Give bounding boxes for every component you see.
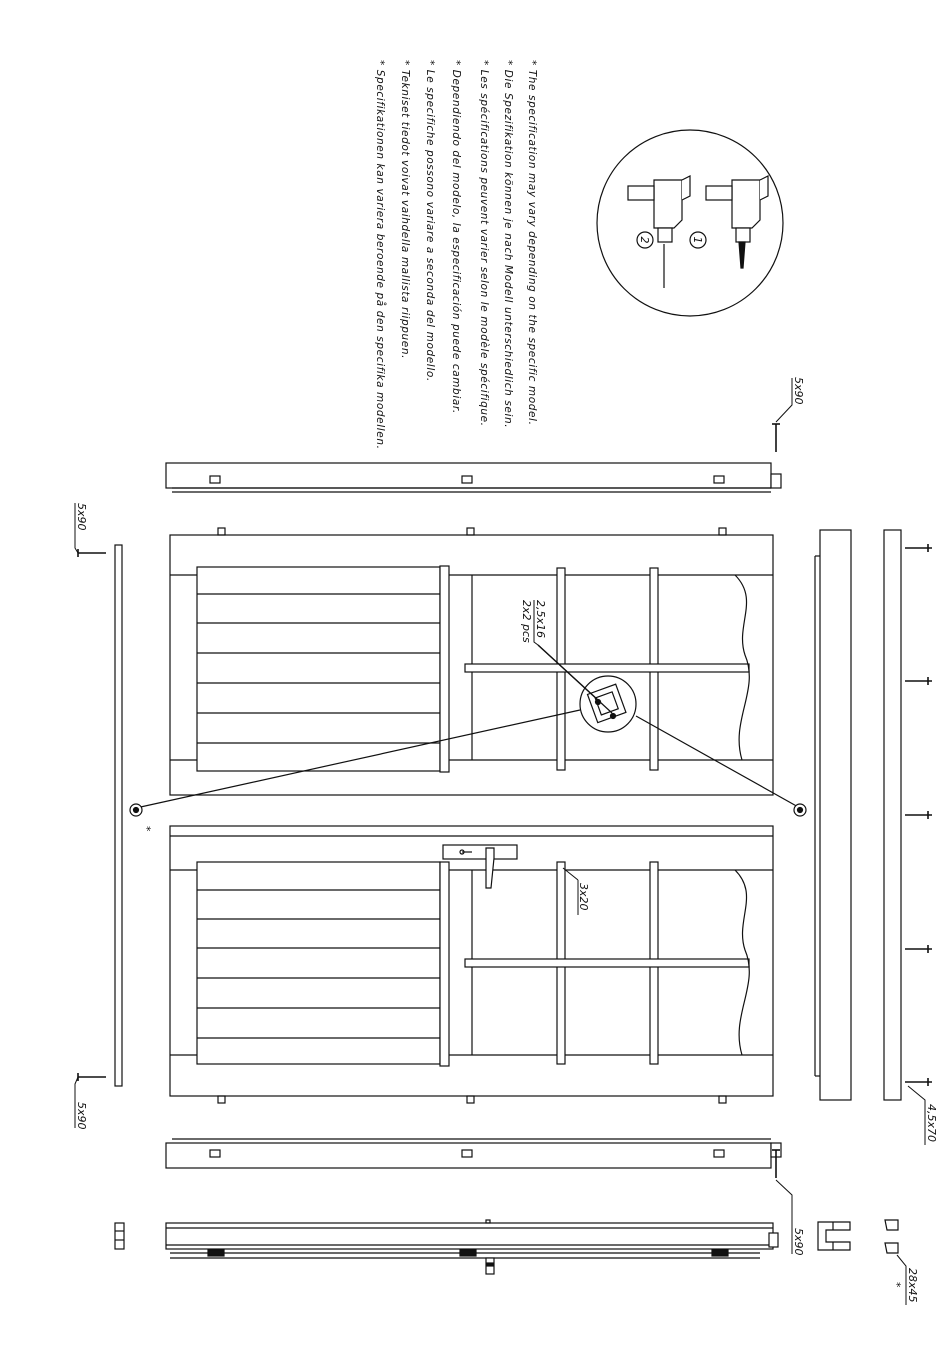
wood-blocks bbox=[885, 1220, 898, 1253]
label-5x90-left-top: 5x90 bbox=[75, 503, 88, 531]
note-italian: * Le specifiche possono variare a seconda del modello. bbox=[424, 60, 436, 382]
bottom-rail bbox=[166, 1139, 781, 1168]
u-bracket bbox=[818, 1222, 850, 1250]
screw-4-5x70-marker bbox=[908, 1086, 925, 1145]
note-swedish: * Specifikationen kan variera beroende på den specifika modellen. bbox=[374, 60, 386, 450]
step-number-2: 2 bbox=[638, 236, 651, 244]
drill-instruction-circle bbox=[597, 130, 783, 316]
label-2x2-pcs: 2x2 pcs bbox=[520, 600, 533, 643]
lower-door-panel bbox=[170, 826, 773, 1103]
screw-5x90-top-right bbox=[772, 378, 792, 452]
note-french: * Les spécifications peuvent varier selon le modèle spécifique. bbox=[478, 60, 490, 427]
label-5x90-left-bottom: 5x90 bbox=[75, 1102, 88, 1130]
asterisk-left: * bbox=[140, 826, 153, 832]
upper-door-panel bbox=[170, 528, 773, 795]
side-view-assembly bbox=[115, 1220, 778, 1274]
label-28x45: 28x45 bbox=[906, 1268, 919, 1303]
right-frame bbox=[815, 530, 851, 1100]
left-post bbox=[115, 545, 122, 1086]
step-number-1: 1 bbox=[691, 236, 704, 244]
label-3x20: 3x20 bbox=[577, 883, 590, 911]
asterisk-bottom: * bbox=[890, 1282, 903, 1288]
label-4-5x70: 4,5x70 bbox=[925, 1104, 938, 1143]
top-rail bbox=[166, 463, 781, 492]
step-badge-2 bbox=[637, 232, 653, 248]
step-badge-1 bbox=[690, 232, 706, 248]
label-5x90-bottom-right: 5x90 bbox=[792, 1228, 805, 1256]
note-spanish: * Dependiendo del modelo, la especificación puede cambiar. bbox=[450, 60, 462, 414]
block-28x45-marker bbox=[897, 1255, 906, 1305]
note-english: * The specification may vary depending on the specific model. bbox=[526, 60, 538, 426]
label-2-5x16: 2,5x16 bbox=[534, 600, 547, 639]
note-german: * Die Spezifikation können je nach Modell unterschiedlich sein. bbox=[502, 60, 514, 429]
right-strip bbox=[884, 530, 932, 1100]
label-5x90-top-right: 5x90 bbox=[792, 377, 805, 405]
note-finnish: * Tekniset tiedot voivat vaihdella mallista riippuen. bbox=[399, 60, 411, 360]
